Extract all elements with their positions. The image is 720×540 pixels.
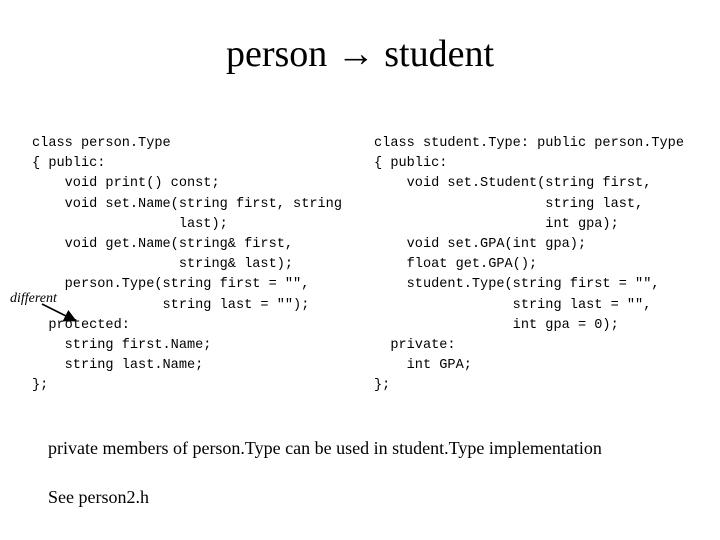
code-line: }; [32, 378, 49, 394]
code-line: { public: [32, 156, 106, 172]
code-line: void get.Name(string& first, [32, 237, 294, 253]
code-line: class student.Type: public person.Type [374, 136, 684, 151]
code-line: string last = "", [374, 297, 652, 313]
code-line: { public: [374, 156, 448, 172]
code-line: private: [374, 338, 456, 354]
code-line: void set.GPA(int gpa); [374, 237, 587, 253]
different-annotation: different [10, 291, 57, 306]
arrow-icon [38, 298, 88, 328]
code-line: float get.GPA(); [374, 257, 538, 273]
code-line: void print() const; [32, 176, 220, 192]
code-line: string& last); [32, 257, 294, 273]
code-line: string last, [374, 196, 644, 212]
student-type-code [374, 134, 684, 397]
code-line: string first.Name; [32, 338, 212, 354]
code-line: class person.Type [32, 136, 171, 151]
code-line: int GPA; [374, 358, 472, 374]
code-line: void set.Name(string first, string [32, 196, 342, 212]
person-type-code [32, 134, 342, 397]
slide-title: person → student [225, 33, 495, 75]
code-line: student.Type(string first = "", [374, 277, 660, 293]
private-members-note: private members of person.Type can be used in student.Type implementation [48, 438, 602, 458]
code-line: void set.Student(string first, [374, 176, 652, 192]
code-line: person.Type(string first = "", [32, 277, 310, 293]
code-line: int gpa = 0); [374, 317, 619, 333]
see-file-note: See person2.h [48, 487, 149, 507]
code-line: string last = ""); [32, 297, 310, 313]
code-line: last); [32, 216, 228, 232]
code-line: int gpa); [374, 216, 619, 232]
code-line: }; [374, 378, 391, 394]
code-line: string last.Name; [32, 358, 204, 374]
code-line: protected: [32, 317, 130, 333]
